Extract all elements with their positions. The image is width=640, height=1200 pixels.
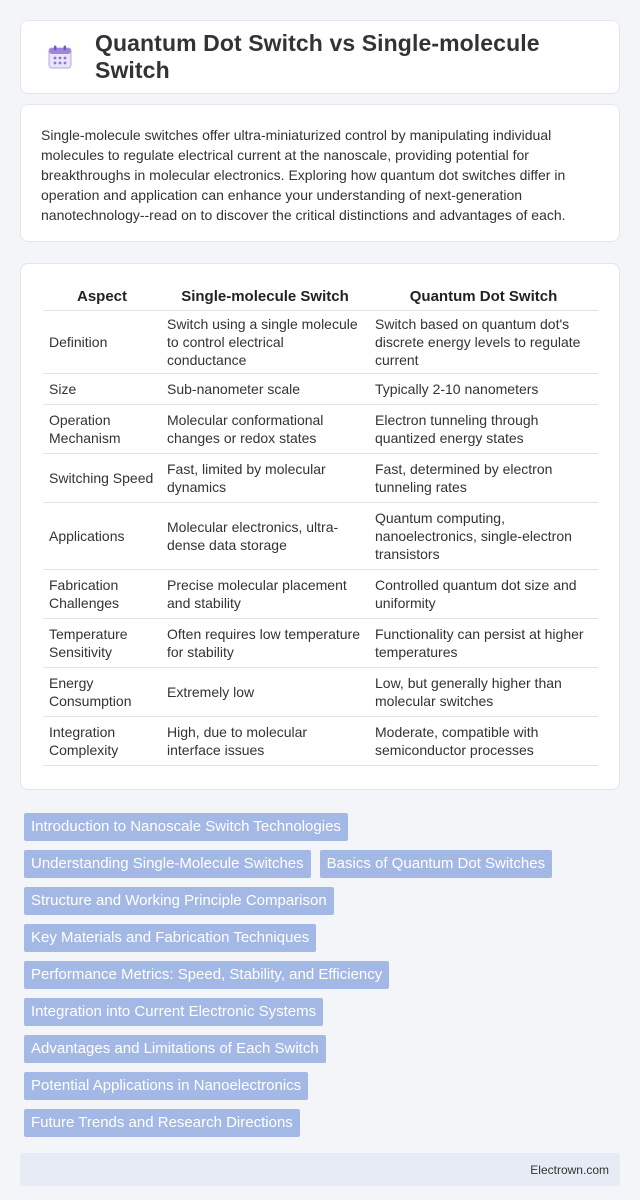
table-cell-single-molecule: Molecular conformational changes or redox states xyxy=(161,404,369,453)
table-cell-aspect: Operation Mechanism xyxy=(43,404,161,453)
table-row xyxy=(43,453,598,502)
table-row xyxy=(43,618,598,667)
calendar-icon xyxy=(47,44,73,70)
table-cell-single-molecule: Precise molecular placement and stability xyxy=(161,569,369,618)
toc-link-introduction[interactable]: Introduction to Nanoscale Switch Technologies xyxy=(24,813,348,841)
table-cell-single-molecule: High, due to molecular interface issues xyxy=(161,716,369,765)
table-row xyxy=(43,404,598,453)
table-cell-single-molecule: Sub-nanometer scale xyxy=(161,373,369,404)
table-cell-single-molecule: Extremely low xyxy=(161,667,369,716)
table-cell-quantum-dot: Functionality can persist at higher temperatures xyxy=(369,618,598,667)
toc-row xyxy=(24,813,616,841)
table-cell-aspect: Fabrication Challenges xyxy=(43,569,161,618)
table-row xyxy=(43,502,598,569)
page-title: Quantum Dot Switch vs Single-molecule Switch xyxy=(95,30,540,83)
table-cell-aspect: Temperature Sensitivity xyxy=(43,618,161,667)
footer-site-name: Electrown.com xyxy=(530,1162,609,1177)
table-cell-aspect: Size xyxy=(43,373,161,404)
footer xyxy=(20,1153,620,1186)
toc-link-quantum-dot-basics[interactable]: Basics of Quantum Dot Switches xyxy=(320,850,552,878)
table-header-row xyxy=(43,284,598,310)
table-cell-quantum-dot: Fast, determined by electron tunneling rates xyxy=(369,453,598,502)
toc-row xyxy=(24,924,616,952)
title-card xyxy=(20,20,620,94)
table-cell-quantum-dot: Moderate, compatible with semiconductor processes xyxy=(369,716,598,765)
toc-link-materials-fabrication[interactable]: Key Materials and Fabrication Techniques xyxy=(24,924,316,952)
table-row xyxy=(43,373,598,404)
toc-row xyxy=(24,1035,616,1063)
column-header-single-molecule: Single-molecule Switch xyxy=(161,284,369,310)
table-cell-quantum-dot: Switch based on quantum dot's discrete energy levels to regulate current xyxy=(369,310,598,373)
table-cell-single-molecule: Fast, limited by molecular dynamics xyxy=(161,453,369,502)
table-cell-quantum-dot: Quantum computing, nanoelectronics, single-electron transistors xyxy=(369,502,598,569)
table-row xyxy=(43,716,598,765)
toc-link-performance-metrics[interactable]: Performance Metrics: Speed, Stability, and Efficiency xyxy=(24,961,389,989)
toc-row xyxy=(24,1072,616,1100)
intro-card xyxy=(20,104,620,242)
table-of-contents xyxy=(24,813,616,1146)
comparison-card xyxy=(20,263,620,790)
table-cell-quantum-dot: Controlled quantum dot size and uniformity xyxy=(369,569,598,618)
toc-link-structure-comparison[interactable]: Structure and Working Principle Comparison xyxy=(24,887,334,915)
toc-link-advantages-limitations[interactable]: Advantages and Limitations of Each Switch xyxy=(24,1035,326,1063)
table-cell-aspect: Integration Complexity xyxy=(43,716,161,765)
toc-row xyxy=(24,998,616,1026)
intro-paragraph: Single-molecule switches offer ultra-miniaturized control by manipulating individual molecules to regulate electrical current at the nanoscale, providing potential for breakthroughs in molecular electronics. Exploring how quantum dot switches differ in operation and application can enhance your understanding of next-generation nanotechnology--read on to discover the critical distinctions and advantages of each. xyxy=(41,127,566,223)
table-row xyxy=(43,667,598,716)
table-row xyxy=(43,310,598,373)
toc-link-applications[interactable]: Potential Applications in Nanoelectronics xyxy=(24,1072,308,1100)
toc-row xyxy=(24,961,616,989)
toc-link-single-molecule-switches[interactable]: Understanding Single-Molecule Switches xyxy=(24,850,311,878)
table-cell-quantum-dot: Low, but generally higher than molecular switches xyxy=(369,667,598,716)
toc-link-future-trends[interactable]: Future Trends and Research Directions xyxy=(24,1109,300,1137)
table-cell-aspect: Applications xyxy=(43,502,161,569)
table-cell-single-molecule: Often requires low temperature for stability xyxy=(161,618,369,667)
column-header-aspect: Aspect xyxy=(43,284,161,310)
table-cell-aspect: Switching Speed xyxy=(43,453,161,502)
toc-row xyxy=(24,850,616,878)
table-row xyxy=(43,569,598,618)
toc-row xyxy=(24,1109,616,1137)
toc-link-integration[interactable]: Integration into Current Electronic Systems xyxy=(24,998,323,1026)
toc-row xyxy=(24,887,616,915)
comparison-table xyxy=(43,284,598,766)
table-cell-aspect: Energy Consumption xyxy=(43,667,161,716)
column-header-quantum-dot: Quantum Dot Switch xyxy=(369,284,598,310)
table-cell-single-molecule: Switch using a single molecule to control electrical conductance xyxy=(161,310,369,373)
table-cell-quantum-dot: Electron tunneling through quantized energy states xyxy=(369,404,598,453)
table-cell-quantum-dot: Typically 2-10 nanometers xyxy=(369,373,598,404)
table-cell-aspect: Definition xyxy=(43,310,161,373)
table-cell-single-molecule: Molecular electronics, ultra-dense data storage xyxy=(161,502,369,569)
